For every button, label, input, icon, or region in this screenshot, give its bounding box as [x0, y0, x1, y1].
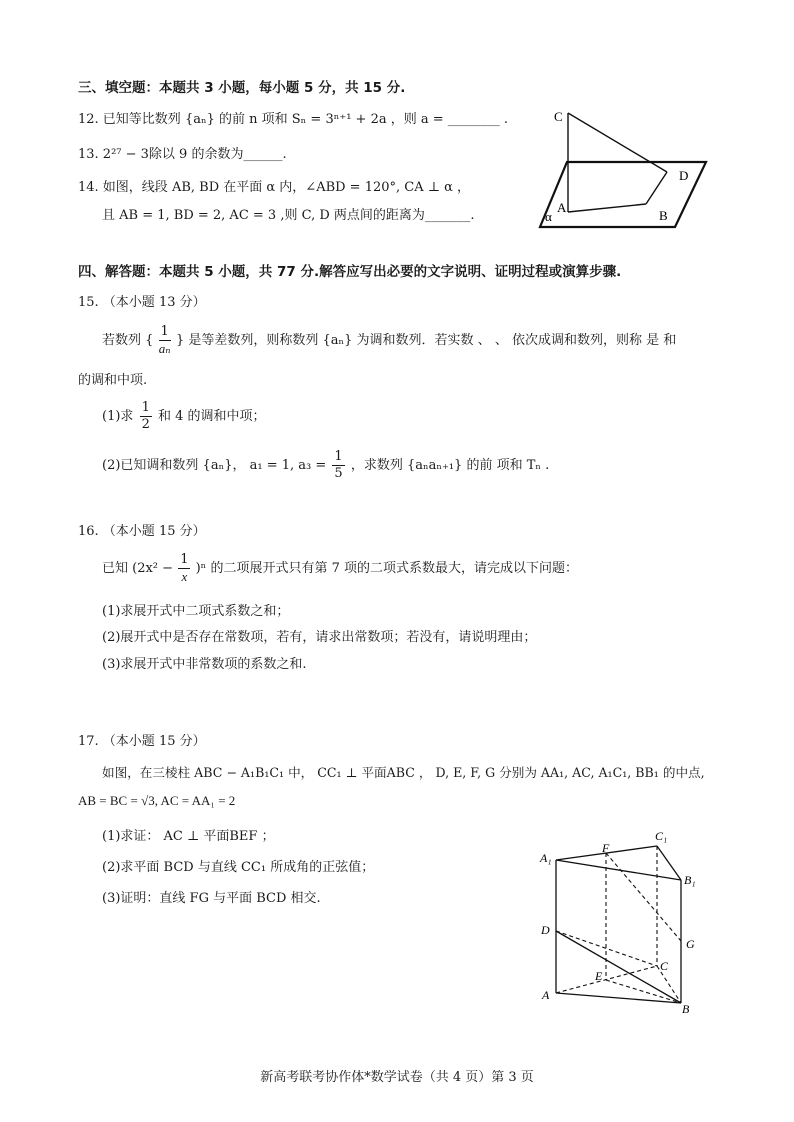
question-17-line-2: AB = BC = √3, AC = AA₁ = 2 [78, 793, 236, 808]
fraction-1-over-2 [140, 400, 152, 433]
q15-line1-start: 若数列 { [102, 333, 154, 348]
label-B1: B₁ [684, 873, 696, 887]
fraction-1-over-x [178, 552, 190, 585]
page-footer: 新高考联考协作体*数学试卷（共 4 页）第 3 页 [260, 1070, 534, 1085]
label-G: G [686, 937, 695, 951]
question-15-part-2 [102, 449, 549, 482]
label-E: E [595, 969, 603, 983]
section-3-heading: 三、填空题：本题共 3 小题，每小题 5 分，共 15 分. [78, 80, 406, 96]
segment-AB [568, 204, 646, 212]
question-16-part-3: (3)求展开式中非常数项的系数之和. [102, 657, 307, 672]
figure-prism [530, 820, 710, 1020]
label-C: C [660, 959, 669, 973]
q15-part1-start: (1)求 [102, 409, 134, 424]
question-16-part-1: (1)求展开式中二项式系数之和； [102, 604, 290, 619]
question-17-header: 17. （本小题 15 分） [78, 734, 206, 749]
q16-line1-end: )ⁿ 的二项展开式只有第 7 项的二项式系数最大，请完成以下问题： [195, 561, 578, 576]
segment-BD [646, 172, 667, 204]
question-17-part-2: (2)求平面 BCD 与直线 CC₁ 所成角的正弦值； [102, 860, 375, 875]
question-15-line-2: 的调和中项. [78, 373, 148, 388]
question-16-line-1 [102, 552, 578, 585]
segment-CD [568, 113, 667, 172]
question-15-part-1 [102, 400, 266, 433]
question-16-header: 16. （本小题 15 分） [78, 524, 206, 539]
fraction-1-over-5 [332, 449, 344, 482]
label-alpha: α [545, 209, 552, 224]
q15-line1-end: } 是等差数列，则称数列 {aₙ} 为调和数列．若实数 、 、 依次成调和数列，则称 是 和 [175, 333, 677, 348]
question-14-line-1: 14. 如图，线段 AB, BD 在平面 α 内，∠ABD = 120°, CA ⊥ α ， [78, 180, 471, 195]
q16-line1-start: 已知 (2x² − [102, 561, 174, 576]
section-4-heading: 四、解答题：本题共 5 小题，共 77 分.解答应写出必要的文字说明、证明过程或演算步骤. [78, 264, 622, 280]
fraction-denominator: x [181, 569, 188, 584]
label-B: B [659, 208, 668, 223]
label-A: A [542, 988, 550, 1002]
label-F: F [602, 841, 610, 855]
question-16-part-2: (2)展开式中是否存在常数项，若有，请求出常数项；若没有，请说明理由； [102, 630, 537, 645]
question-13: 13. 2²⁷ − 3除以 9 的余数为______. [78, 147, 287, 162]
fraction-denominator: aₙ [158, 341, 171, 356]
fraction-denominator: 2 [141, 417, 150, 432]
fraction-1-over-an [159, 324, 171, 357]
question-14-line-2: 且 AB = 1, BD = 2, AC = 3 ,则 C, D 两点间的距离为_______. [102, 208, 475, 223]
fraction-numerator: 1 [180, 552, 189, 567]
label-B: B [682, 1002, 690, 1016]
fraction-numerator: 1 [334, 449, 343, 464]
q15-part1-end: 和 4 的调和中项； [157, 409, 266, 424]
question-15-header: 15. （本小题 13 分） [78, 295, 206, 310]
question-17-part-1: (1)求证： AC ⊥ 平面BEF ； [102, 829, 275, 844]
label-A1: A₁ [540, 851, 552, 865]
question-17-line-1: 如图，在三棱柱 ABC − A₁B₁C₁ 中， CC₁ ⊥ 平面ABC ， D, E, F, G 分别为 AA₁, AC, A₁C₁, BB₁ 的中点, [102, 765, 705, 780]
q15-part2-end: ，求数列 {aₙaₙ₊₁} 的前 项和 Tₙ . [350, 458, 550, 473]
label-D: D [679, 168, 689, 183]
figure-plane-alpha [530, 100, 730, 232]
fraction-denominator: 5 [334, 466, 343, 481]
question-12: 12. 已知等比数列 {aₙ} 的前 n 项和 Sₙ = 3ⁿ⁺¹ + 2a ，则 a = ________ . [78, 112, 509, 127]
q15-part2-start: (2)已知调和数列 {aₙ}， a₁ = 1, a₃ = [102, 458, 327, 473]
label-C: C [554, 109, 563, 124]
label-C1: C₁ [655, 829, 668, 843]
label-A: A [557, 200, 567, 215]
label-D: D [541, 923, 550, 937]
fraction-numerator: 1 [160, 324, 169, 339]
question-15-line-1 [102, 324, 676, 357]
fraction-numerator: 1 [141, 400, 150, 415]
question-17-part-3: (3)证明：直线 FG 与平面 BCD 相交. [102, 891, 321, 906]
